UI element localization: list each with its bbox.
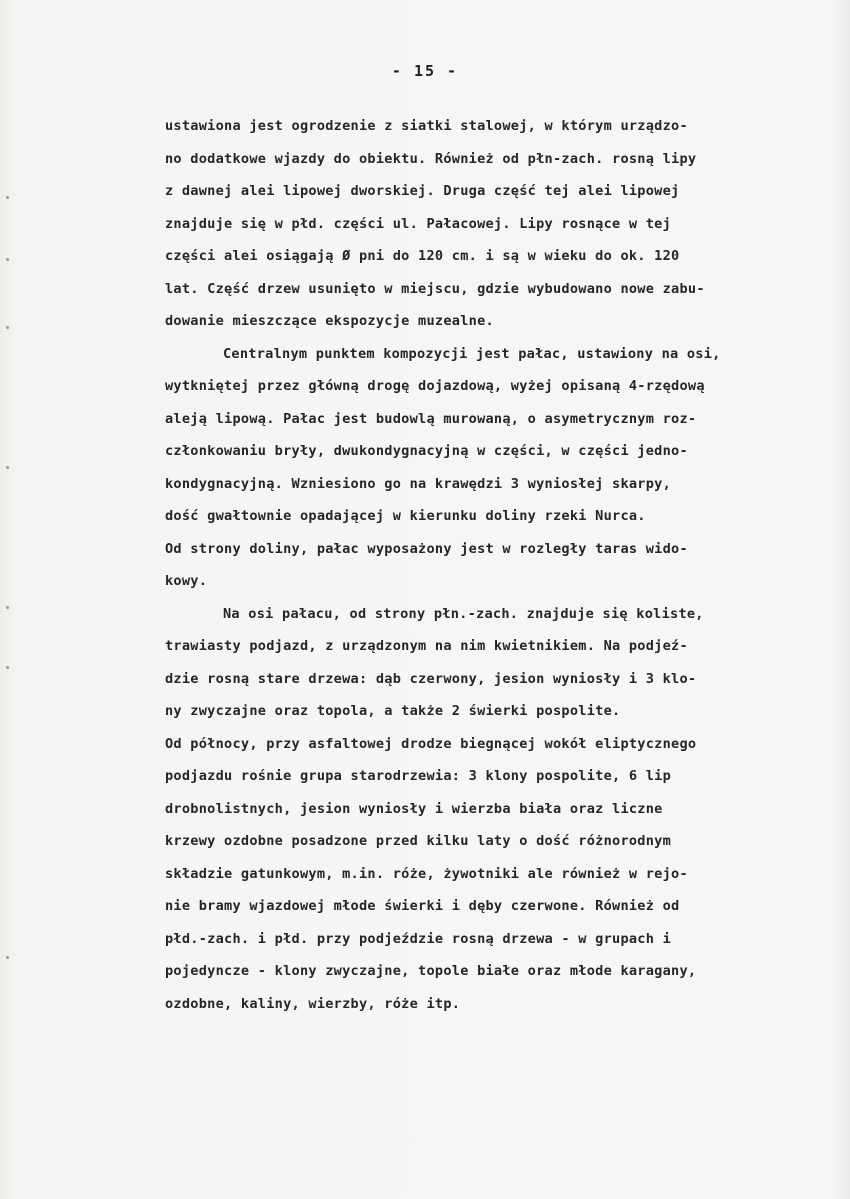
text-line: Na osi pałacu, od strony płn.-zach. znajduje się koliste, [223,605,704,622]
text-line: podjazdu rośnie grupa starodrzewia: 3 klony pospolite, 6 lip [165,768,672,784]
text-line: płd.-zach. i płd. przy podjeździe rosną drzewa - w grupach i [165,930,672,947]
binder-hole-mark [6,466,9,469]
binder-hole-mark [6,956,9,959]
text-line: trawiasty podjazd, z urządzonym na nim kwietnikiem. Na podjeź- [165,638,688,654]
text-line: krzewy ozdobne posadzone przed kilku laty o dość różnorodnym [165,833,672,849]
paragraph [165,110,847,338]
text-line: pojedyncze - klony zwyczajne, topole białe oraz młode karagany, [165,963,697,979]
text-line: dowanie mieszczące ekspozycje muzealne. [165,313,494,329]
text-line: części alei osiągają Ø pni do 120 cm. i są w wieku do ok. 120 [165,248,680,264]
text-line: drobnolistnych, jesion wyniosły i wierzba biała oraz liczne [165,800,663,817]
text-line: ozdobne, kaliny, wierzby, róże itp. [165,995,461,1012]
text-line: aleją lipową. Pałac jest budowlą murowaną, o asymetrycznym roz- [165,410,697,427]
paragraph [165,338,847,598]
text-line: Od północy, przy asfaltowej drodze biegnącej wokół eliptycznego [165,735,697,752]
text-line: ustawiona jest ogrodzenie z siatki stalowej, w którym urządzo- [165,118,688,134]
text-line: Centralnym punktem kompozycji jest pałac, ustawiony na osi, [223,345,721,362]
text-line: lat. Część drzew usunięto w miejscu, gdzie wybudowano nowe zabu- [165,280,705,297]
text-line: ny zwyczajne oraz topola, a także 2 świerki pospolite. [165,703,621,719]
page-number: - 15 - [391,62,459,80]
text-line: wytkniętej przez główną drogę dojazdową, wyżej opisaną 4-rzędową [165,378,705,394]
binder-hole-mark [6,666,9,669]
text-line: członkowaniu bryły, dwukondygnacyjną w części, w części jedno- [165,443,688,459]
text-line: dzie rosną stare drzewa: dąb czerwony, jesion wyniosły i 3 klo- [165,670,697,687]
body-text [165,110,847,1020]
binder-hole-mark [6,326,9,329]
binder-hole-mark [6,258,9,261]
text-line: nie bramy wjazdowej młode świerki i dęby czerwone. Również od [165,898,680,914]
binder-hole-mark [6,196,9,199]
text-line: kowy. [165,573,208,589]
text-line: Od strony doliny, pałac wyposażony jest w rozległy taras wido- [165,540,688,557]
binder-hole-mark [6,606,9,609]
text-line: kondygnacyjną. Wzniesiono go na krawędzi 3 wyniosłej skarpy, [165,475,672,492]
text-line: z dawnej alei lipowej dworskiej. Druga część tej alei lipowej [165,183,680,199]
text-line: składzie gatunkowym, m.in. róże, żywotniki ale również w rejo- [165,865,688,882]
paragraph [165,598,847,1021]
text-line: dość gwałtownie opadającej w kierunku doliny rzeki Nurca. [165,508,646,524]
text-line: znajduje się w płd. części ul. Pałacowej. Lipy rosnące w tej [165,215,672,232]
text-line: no dodatkowe wjazdy do obiektu. Również od płn-zach. rosną lipy [165,150,697,167]
